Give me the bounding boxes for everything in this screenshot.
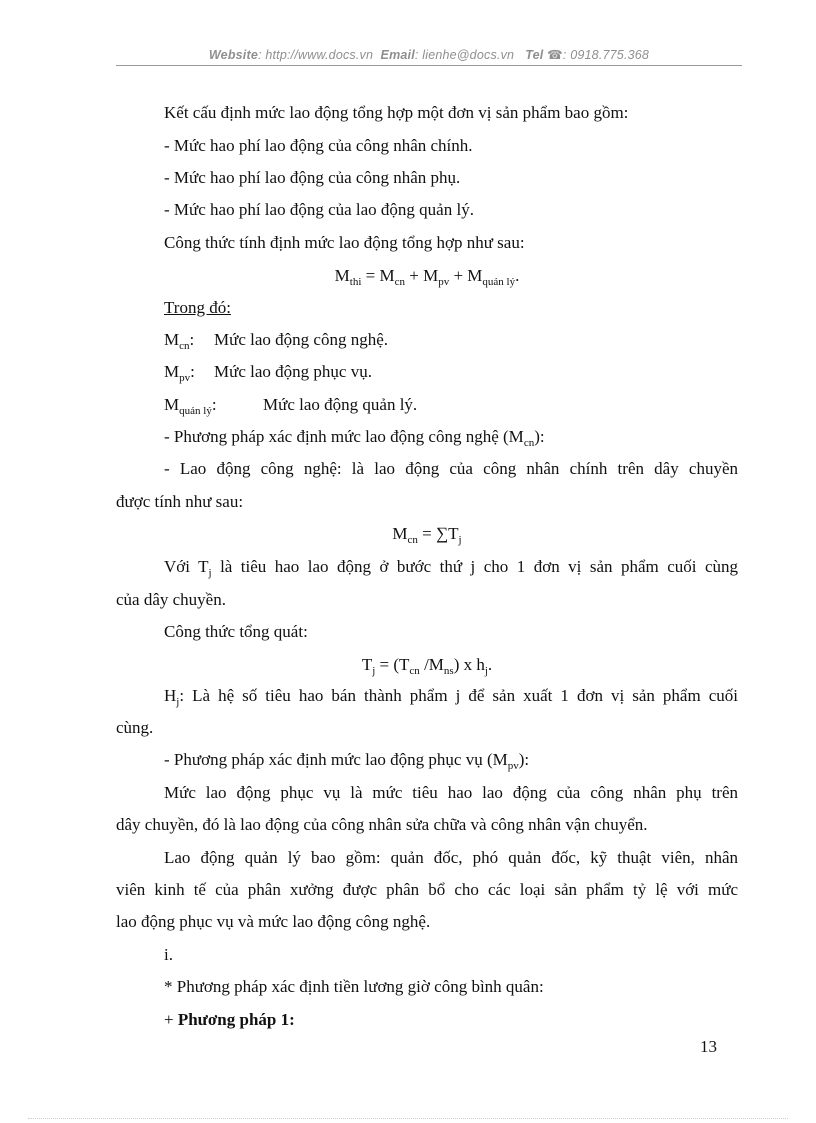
paragraph-line: lao động phục vụ và mức lao động công nghệ. — [116, 912, 431, 931]
paragraph-line: được tính như sau: — [116, 492, 244, 511]
website-label: Website — [208, 48, 258, 62]
paragraph-line: - Lao động công nghệ: là lao động của công nhân chính trên dây chuyền — [164, 459, 738, 478]
general-formula-heading: Công thức tổng quát: — [164, 622, 308, 641]
definition-mql: $M_{quản lý}$: — [164, 395, 217, 417]
footer-divider — [28, 1118, 788, 1119]
tel-label: Tel — [525, 48, 544, 62]
paragraph-line: $H_j$: Là hệ số tiêu hao bán thành phẩm j để sản xuất 1 đơn vị sản phẩm cuối — [164, 686, 738, 708]
paragraph-line: của dây chuyền. — [116, 590, 226, 609]
list-item: - Mức hao phí lao động của công nhân chính. — [164, 136, 473, 155]
definition-mpv: $M_{pv}$: — [164, 362, 195, 384]
paragraph-line: cùng. — [116, 718, 154, 737]
email-value: : lienhe@docs.vn — [414, 48, 515, 62]
header-divider — [116, 65, 742, 66]
paragraph-line: viên kinh tế của phân xưởng được phân bổ cho các loại sản phẩm tỷ lệ với mức — [116, 880, 738, 899]
phone-icon: ☎ — [547, 48, 563, 62]
formula-intro: Công thức tính định mức lao động tổng hợp như sau: — [164, 233, 525, 252]
definition-mpv-text: Mức lao động phục vụ. — [214, 362, 372, 381]
definition-mql-text: Mức lao động quản lý. — [263, 395, 418, 414]
list-marker: i. — [164, 945, 173, 964]
formula-mcn: $M_{cn} = \sum T_j$ — [392, 524, 462, 546]
tel-value: : 0918.775.368 — [562, 48, 650, 62]
paragraph-line: Với $T_j$ là tiêu hao lao động ở bước thứ j cho 1 đơn vị sản phẩm cuối cùng — [164, 557, 738, 579]
formula-total: $M_{thi} = M_{cn} + M_{pv} + M_{quản lý}$. — [334, 266, 520, 288]
paragraph-line: dây chuyền, đó là lao động của công nhân sửa chữa và công nhân vận chuyển. — [116, 815, 648, 834]
list-item: - Mức hao phí lao động của lao động quản lý. — [164, 200, 474, 219]
page-number: 13 — [700, 1037, 717, 1056]
definition-mcn-text: Mức lao động công nghệ. — [214, 330, 388, 349]
where-heading: Trong đó: — [164, 298, 231, 317]
paragraph-line: Lao động quản lý bao gồm: quản đốc, phó quản đốc, kỹ thuật viên, nhân — [164, 848, 738, 867]
intro-line: Kết cấu định mức lao động tổng hợp một đơn vị sản phẩm bao gồm: — [164, 103, 629, 122]
method-mcn-heading: - Phương pháp xác định mức lao động công nghệ $(M_{cn})$: — [164, 427, 545, 449]
list-item: - Mức hao phí lao động của công nhân phụ. — [164, 168, 461, 187]
paragraph-line: Mức lao động phục vụ là mức tiêu hao lao động của công nhân phụ trên — [164, 783, 738, 802]
method-mpv-heading: - Phương pháp xác định mức lao động phục vụ $(M_{pv})$: — [164, 750, 530, 772]
definition-mcn: $M_{cn}$: — [164, 330, 195, 352]
method-1-heading: + Phương pháp 1: — [164, 1010, 295, 1029]
website-value: : http://www.docs.vn — [258, 48, 374, 62]
page-header — [116, 47, 742, 62]
wage-method-heading: * Phương pháp xác định tiền lương giờ công bình quân: — [164, 977, 544, 996]
email-label: Email — [380, 48, 415, 62]
formula-tj: $T_j = (T_{cn}$ $/M_{ns}$) x $h_j$. — [361, 655, 493, 677]
